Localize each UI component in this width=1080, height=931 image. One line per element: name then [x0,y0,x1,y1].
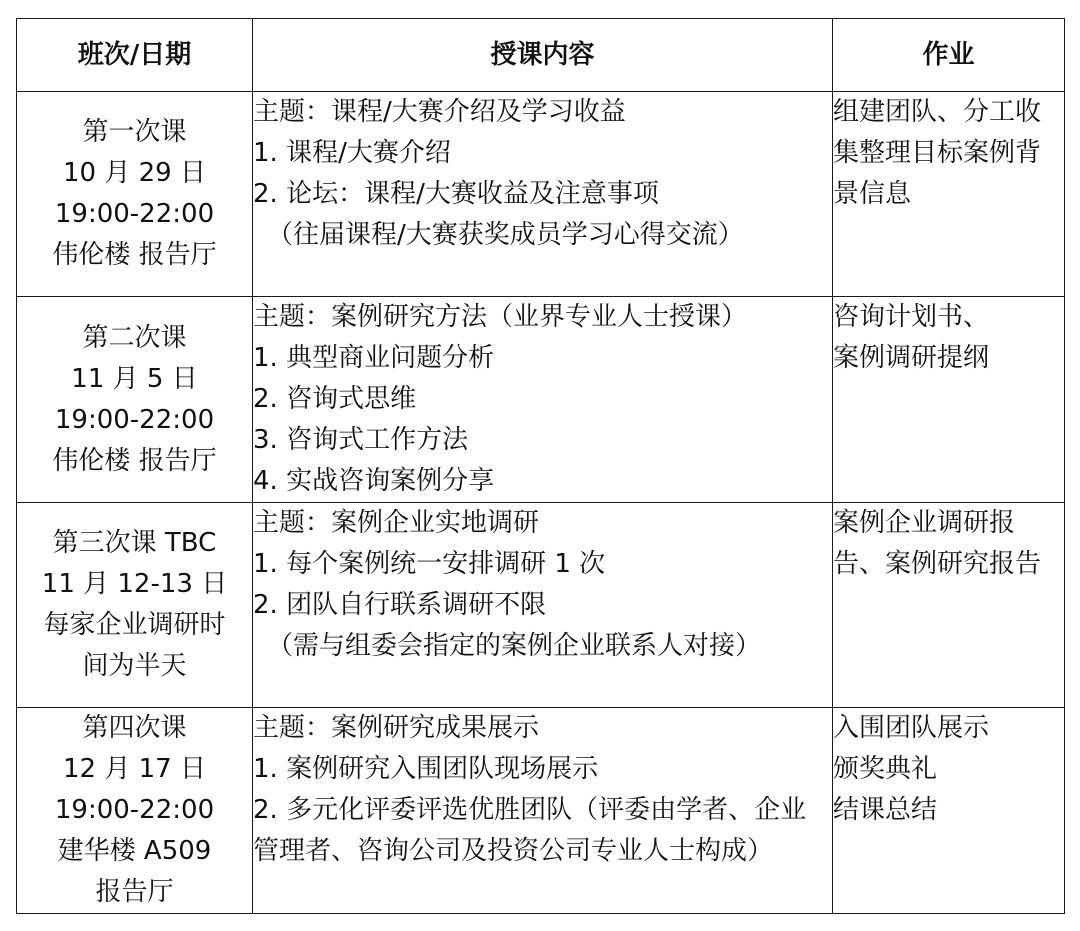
session-date: 10 月 29 日 [63,158,206,188]
table-row [17,297,1065,503]
session-venue: 伟伦楼 报告厅 [52,445,217,476]
topic: 主题：案例研究成果展示 [253,713,540,743]
session-name: 第三次课 TBC [52,528,217,558]
content-item: 4. 实战咨询案例分享 [253,466,495,496]
session-name: 第二次课 [82,322,187,353]
session-time: 每家企业调研时 [43,610,226,640]
table-row [17,503,1065,708]
content-item: 2. 咨询式思维 [253,384,417,414]
session-venue: 间为半天 [82,651,187,681]
session-date-cell [17,503,253,708]
homework-cell [833,708,1065,914]
table-row [17,92,1065,297]
topic: 主题：课程/大赛介绍及学习收益 [253,97,626,127]
session-venue: 建华楼 A509 [57,836,212,866]
homework-line: 咨询计划书、 [833,302,990,332]
homework-line: 结课总结 [833,795,938,825]
homework-line: 入围团队展示 [833,713,990,743]
session-name: 第一次课 [82,117,187,147]
session-date: 11 月 12-13 日 [41,569,228,599]
header-homework: 作业 [833,19,1065,92]
session-date: 11 月 5 日 [71,363,198,394]
content-item: 1. 案例研究入围团队现场展示 [253,754,599,784]
content-note: （往届课程/大赛获奖成员学习心得交流） [267,220,744,250]
homework-cell [833,503,1065,708]
homework-line: 案例调研提纲 [833,343,990,373]
content-item: 1. 典型商业问题分析 [253,343,495,373]
content-cell [253,92,833,297]
session-name: 第四次课 [82,713,187,743]
content-item: 2. 论坛：课程/大赛收益及注意事项 [253,179,659,209]
session-time: 19:00-22:00 [54,199,215,229]
homework-text: 案例企业调研报告、案例研究报告 [833,508,1042,579]
content-item: 2. 多元化评委评选优胜团队（评委由学者、企业管理者、咨询公司及投资公司专业人士构成） [253,795,807,866]
course-schedule-table [16,18,1065,914]
header-row [17,19,1065,92]
session-venue-room: 报告厅 [95,877,174,907]
table-row [17,708,1065,914]
header-content: 授课内容 [253,19,833,92]
session-venue: 伟伦楼 报告厅 [52,240,217,270]
session-date-cell [17,92,253,297]
session-date-cell [17,708,253,914]
session-time: 19:00-22:00 [54,795,215,825]
content-cell [253,297,833,503]
content-cell [253,708,833,914]
content-item: 3. 咨询式工作方法 [253,425,469,455]
session-date-cell [17,297,253,503]
homework-cell [833,297,1065,503]
content-item: 1. 每个案例统一安排调研 1 次 [253,549,606,579]
homework-line: 颁奖典礼 [833,754,938,784]
content-item: 2. 团队自行联系调研不限 [253,590,547,620]
header-session-date: 班次/日期 [17,19,253,92]
session-time: 19:00-22:00 [54,404,215,435]
topic: 主题：案例企业实地调研 [253,508,540,538]
homework-text: 组建团队、分工收集整理目标案例背景信息 [833,97,1042,209]
content-item: 1. 课程/大赛介绍 [253,138,451,168]
topic: 主题：案例研究方法（业界专业人士授课） [253,302,748,332]
content-cell [253,503,833,708]
session-date: 12 月 17 日 [63,754,206,784]
content-note: （需与组委会指定的案例企业联系人对接） [267,631,762,661]
homework-cell [833,92,1065,297]
